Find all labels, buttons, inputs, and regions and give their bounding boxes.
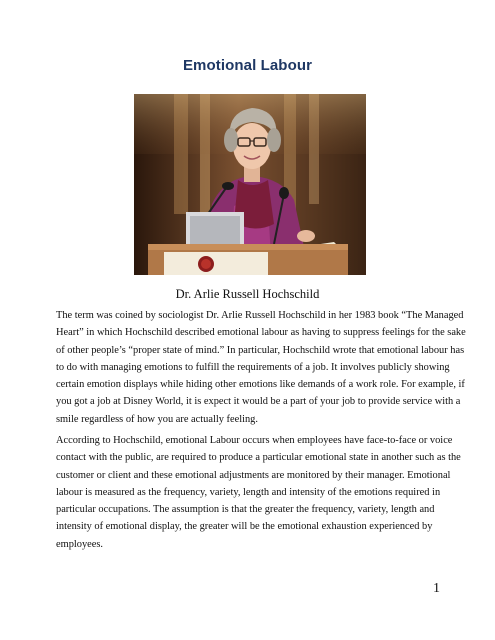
speaker-photo [134, 94, 366, 275]
paragraph-line: of other people’s “proper state of mind.” In particular, Hochschild wrote that emotional labour has [56, 344, 465, 356]
paragraph-line: According to Hochschild, emotional Labour occurs when employees have face-to-face or voice [56, 435, 453, 446]
page-number: 1 [433, 581, 440, 596]
paragraph-line: contact with the public, are required to produce a particular emotional state in another such as the [56, 452, 461, 464]
speaker-photo-illustration [134, 94, 366, 275]
paragraph-line: certain emotion displays while hiding other emotions like demands of a work role. For example, if [56, 379, 465, 391]
photo-caption: Dr. Arlie Russell Hochschild [175, 287, 320, 301]
paragraph-line: employees. [56, 538, 104, 550]
paragraph-line: particular occupations. The assumption is that the greater the frequency, variety, length and [56, 504, 435, 516]
paragraph-2 [56, 432, 461, 553]
paragraph-line: to do with managing emotions to fulfill the requirements of a job. It involves publicly showing [56, 361, 450, 373]
paragraph-line: intensity of emotional display, the greater will be the emotional exhaustion experienced by [56, 521, 433, 533]
paragraph-line: smile regardless of how you are actually feeling. [56, 413, 258, 425]
paragraph-line: Heart” in which Hochschild described emotional labour as having to suppress feelings for the sake [56, 327, 466, 339]
paragraph-line: labour is measured as the frequency, variety, length and intensity of the emotions required in [56, 486, 441, 498]
paragraph-line: customer or client and these emotional adjustments are monitored by their manager. Emotional [56, 469, 451, 481]
page-title: Emotional Labour [182, 57, 313, 74]
paragraph-line: The term was coined by sociologist Dr. Arlie Russell Hochschild in her 1983 book “The Managed [56, 310, 464, 321]
paragraph-1 [56, 307, 466, 428]
paragraph-line: you got a job at Disney World, it is expect it would be a part of your job to provide service with a [56, 396, 461, 408]
